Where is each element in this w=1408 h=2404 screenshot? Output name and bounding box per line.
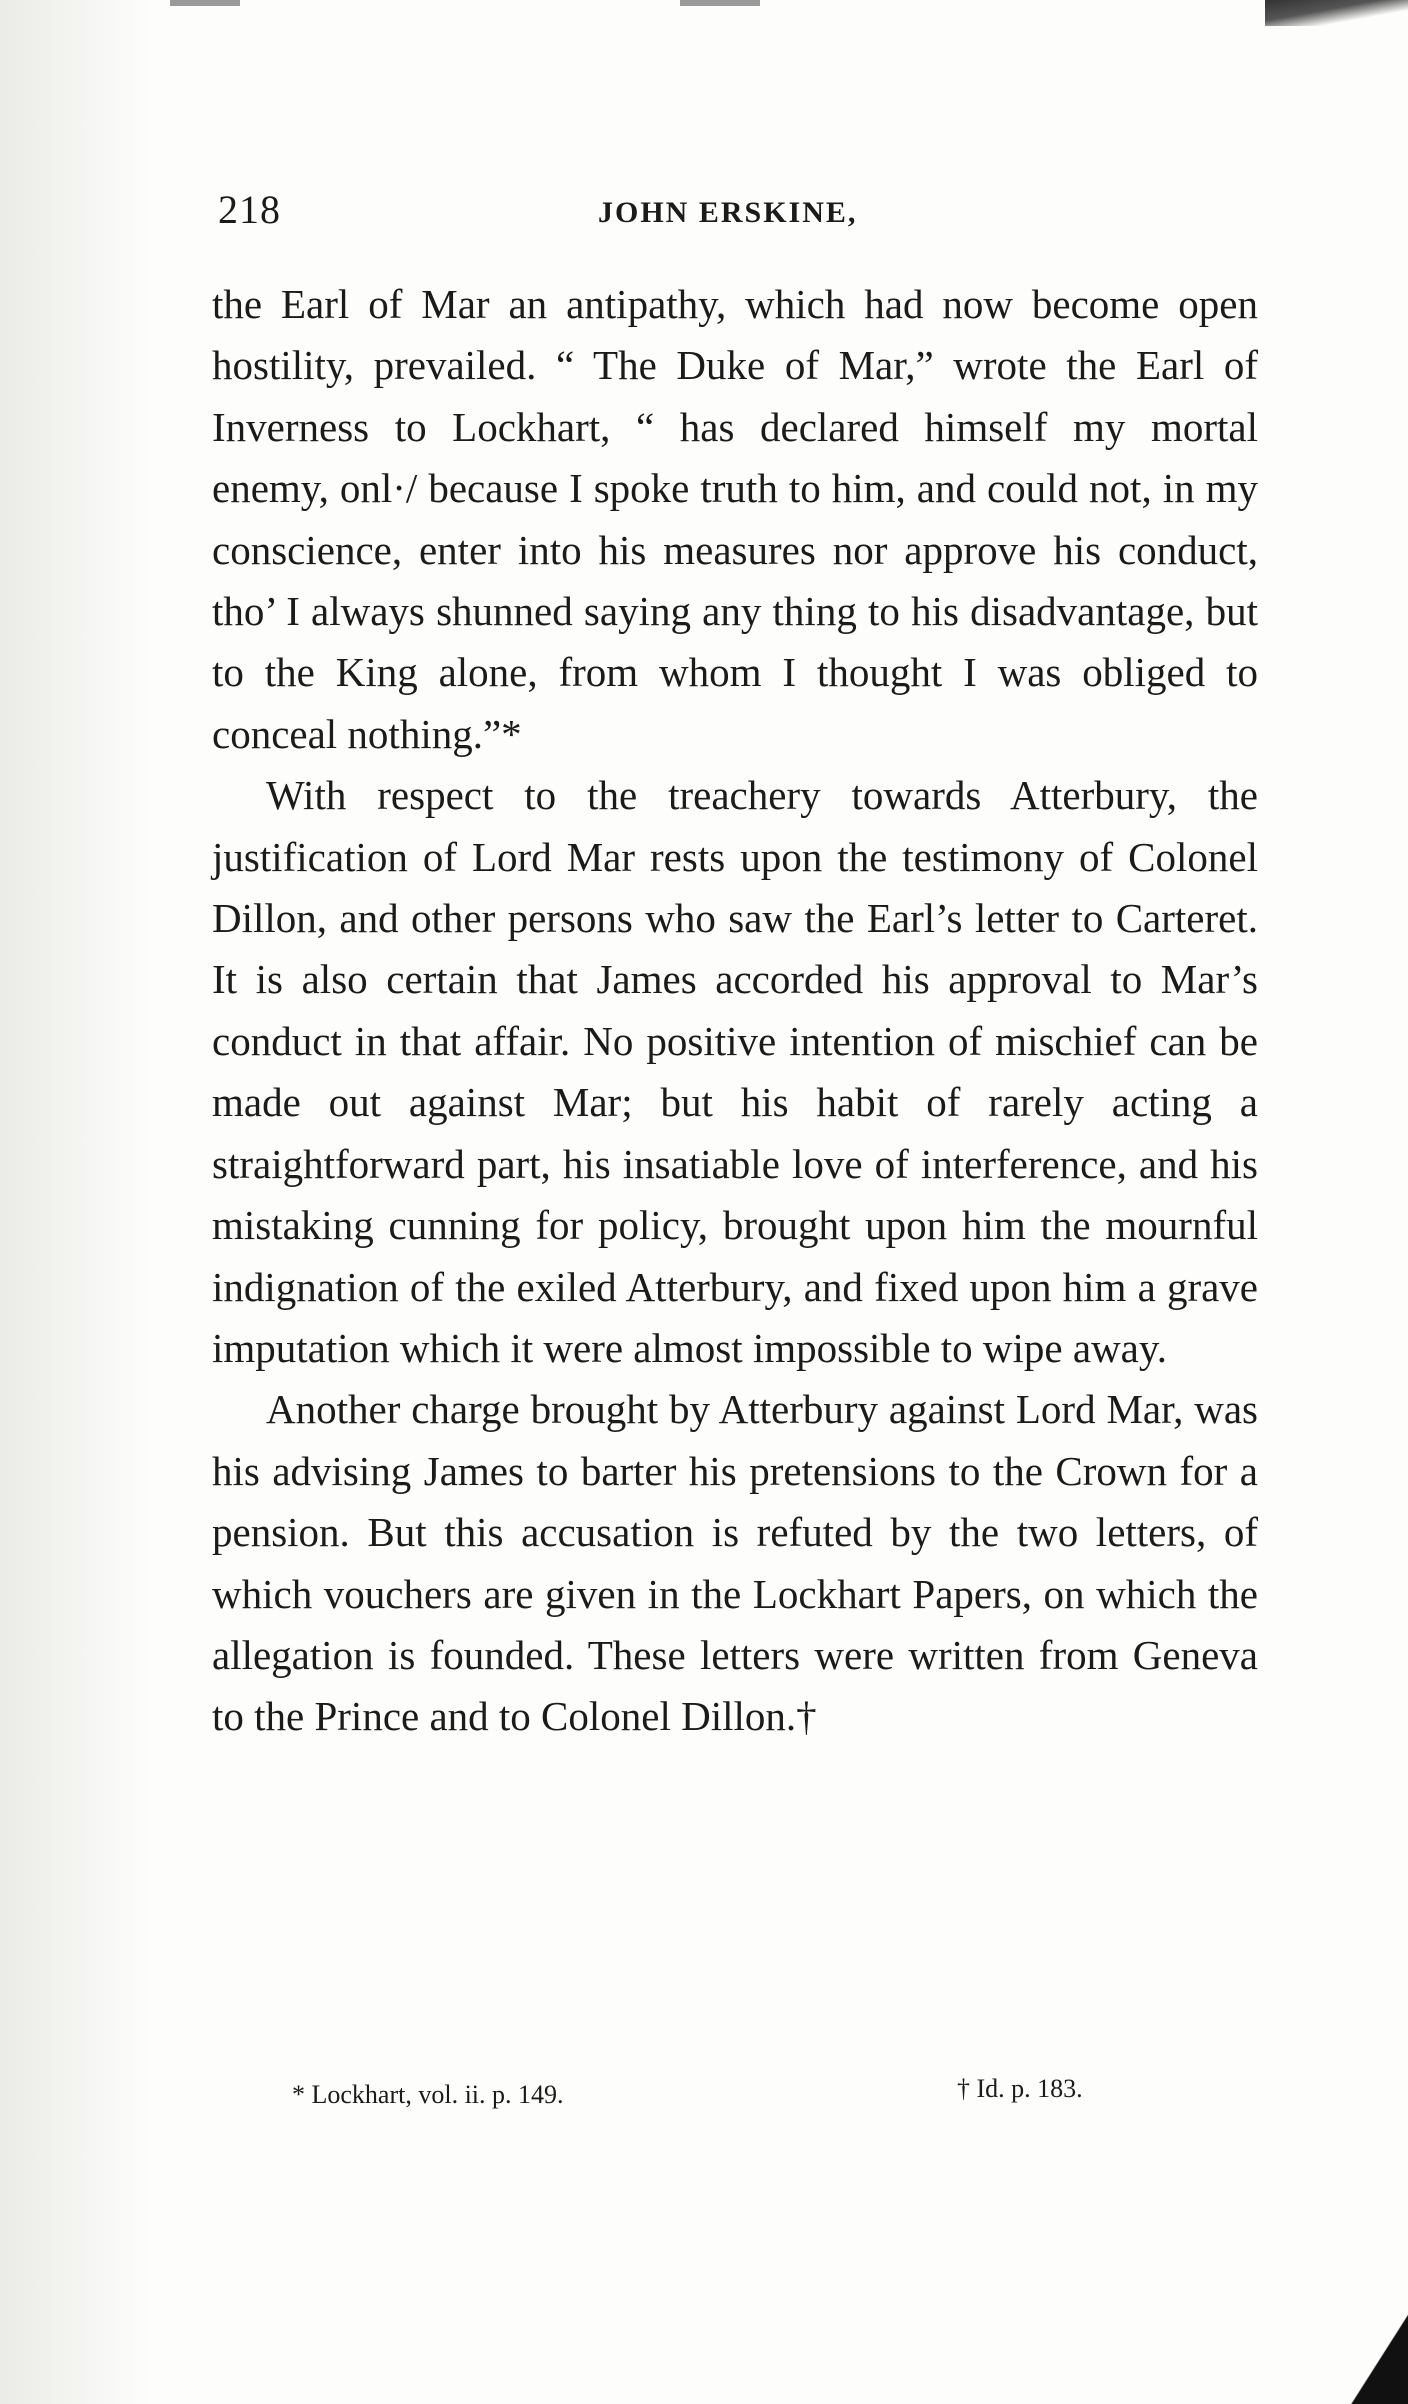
page-number: 218 <box>218 187 281 232</box>
running-head: JOHN ERSKINE, <box>598 196 858 229</box>
footnote: † Id. p. 183. <box>957 2074 1083 2103</box>
page-header <box>218 186 1258 246</box>
paragraph: With respect to the treachery towards Atterbury, the justification of Lord Mar rests upon the testimony of Colonel Dillon, and other persons who saw the Earl’s letter to Carteret. It is also certain that James accorded his approval to Mar’s conduct in that affair. No positive intention of mischief can be made out against Mar; but his habit of rarely acting a straightforward part, his insatiable love of interference, and his mistaking cunning for policy, brought upon him the mournful indignation of the exiled Atterbury, and fixed upon him a grave imputation which it were almost impossible to wipe away. <box>212 772 1258 1371</box>
scan-corner-artifact <box>1338 2294 1408 2404</box>
scan-artifact <box>170 0 240 6</box>
scan-artifact <box>680 0 760 6</box>
paragraph: the Earl of Mar an antipathy, which had now become open hostility, prevailed. “ The Duke of Mar,” wrote the Earl of Inverness to Lockhart, “ has declared himself my mortal enemy, onl·/ because I spoke truth to him, and could not, in my conscience, enter into his measures nor approve his conduct, tho’ I always shunned saying any thing to his disadvantage, but to the King alone, from whom I thought I was obliged to conceal nothing.”* <box>212 281 1258 757</box>
scan-artifact <box>1265 0 1408 26</box>
footnotes <box>212 2074 1258 2130</box>
footnote: * Lockhart, vol. ii. p. 149. <box>292 2080 564 2109</box>
page-edge-shadow <box>0 0 150 2404</box>
paragraph: Another charge brought by Atterbury against Lord Mar, was his advising James to barter his pretensions to the Crown for a pension. But this accusation is refuted by the two letters, of which vouchers are given in the Lockhart Papers, on which the allegation is founded. These letters were written from Geneva to the Prince and to Colonel Dillon.† <box>212 1386 1258 1740</box>
body-text <box>212 274 1258 1748</box>
